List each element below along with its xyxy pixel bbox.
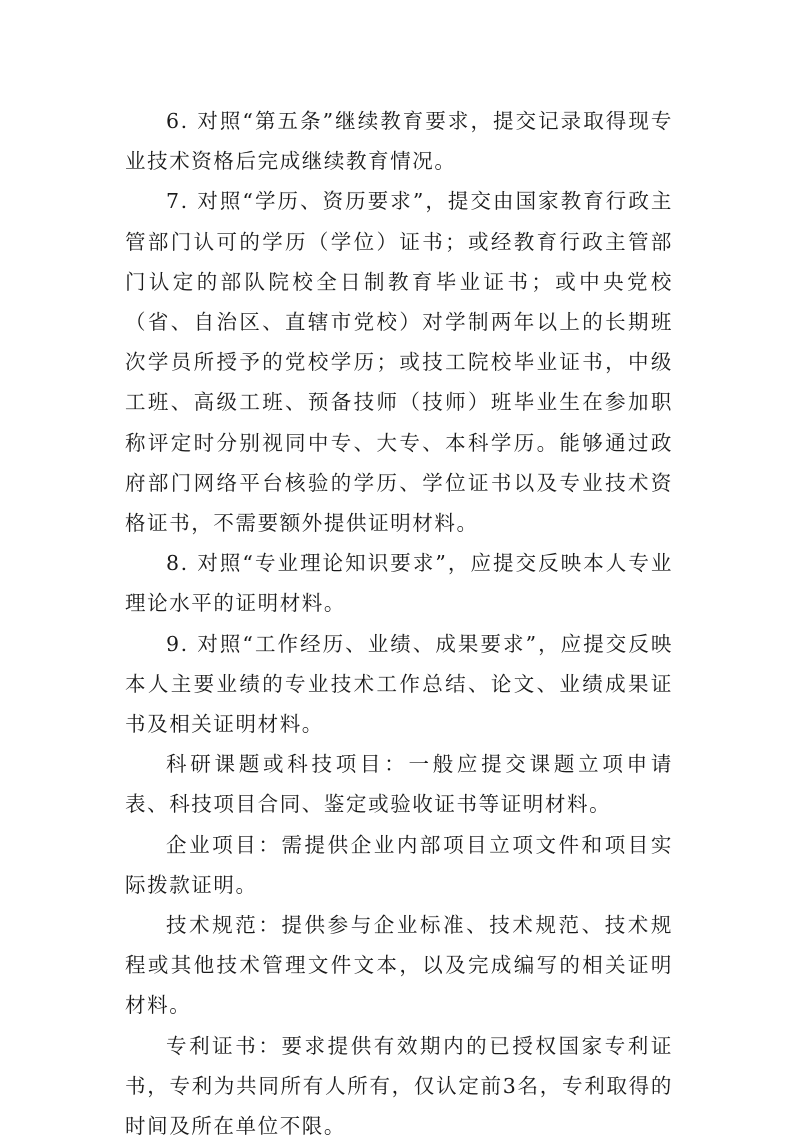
paragraph-education-qualification: 7. 对照“学历、资历要求”，提交由国家教育行政主管部门认可的学历（学位）证书；或经教育行政主管部门认定的部队院校全日制教育毕业证书；或中央党校（省、自治区、直辖市党校）对学制两年以上的长期班次学员所授予的党校学历；或技工院校毕业证书，中级工班、高级工班、预备技师（技师）班毕业生在参加职称评定时分别视同中专、大专、本科学历。能够通过政府部门网络平台核验的学历、学位证书以及专业技术资格证书，不需要额外提供证明材料。 [125, 189, 673, 536]
paragraph-patent-certificates: 专利证书：要求提供有效期内的已授权国家专利证书，专利为共同所有人所有，仅认定前3名，专利取得的时间及所在单位不限。 [125, 1033, 673, 1139]
paragraph-work-achievements: 9. 对照“工作经历、业绩、成果要求”，应提交反映本人主要业绩的专业技术工作总结、论文、业绩成果证书及相关证明材料。 [125, 631, 673, 737]
document-body [125, 101, 673, 1146]
paragraph-theory-knowledge: 8. 对照“专业理论知识要求”，应提交反映本人专业理论水平的证明材料。 [125, 551, 673, 616]
paragraph-enterprise-projects: 企业项目：需提供企业内部项目立项文件和项目实际拨款证明。 [125, 832, 673, 897]
paragraph-research-projects: 科研课题或科技项目：一般应提交课题立项申请表、科技项目合同、鉴定或验收证书等证明材料。 [125, 752, 673, 817]
paragraph-continuing-education: 6. 对照“第五条”继续教育要求，提交记录取得现专业技术资格后完成继续教育情况。 [125, 109, 673, 174]
paragraph-technical-standards: 技术规范：提供参与企业标准、技术规范、技术规程或其他技术管理文件文本，以及完成编写的相关证明材料。 [125, 913, 673, 1018]
